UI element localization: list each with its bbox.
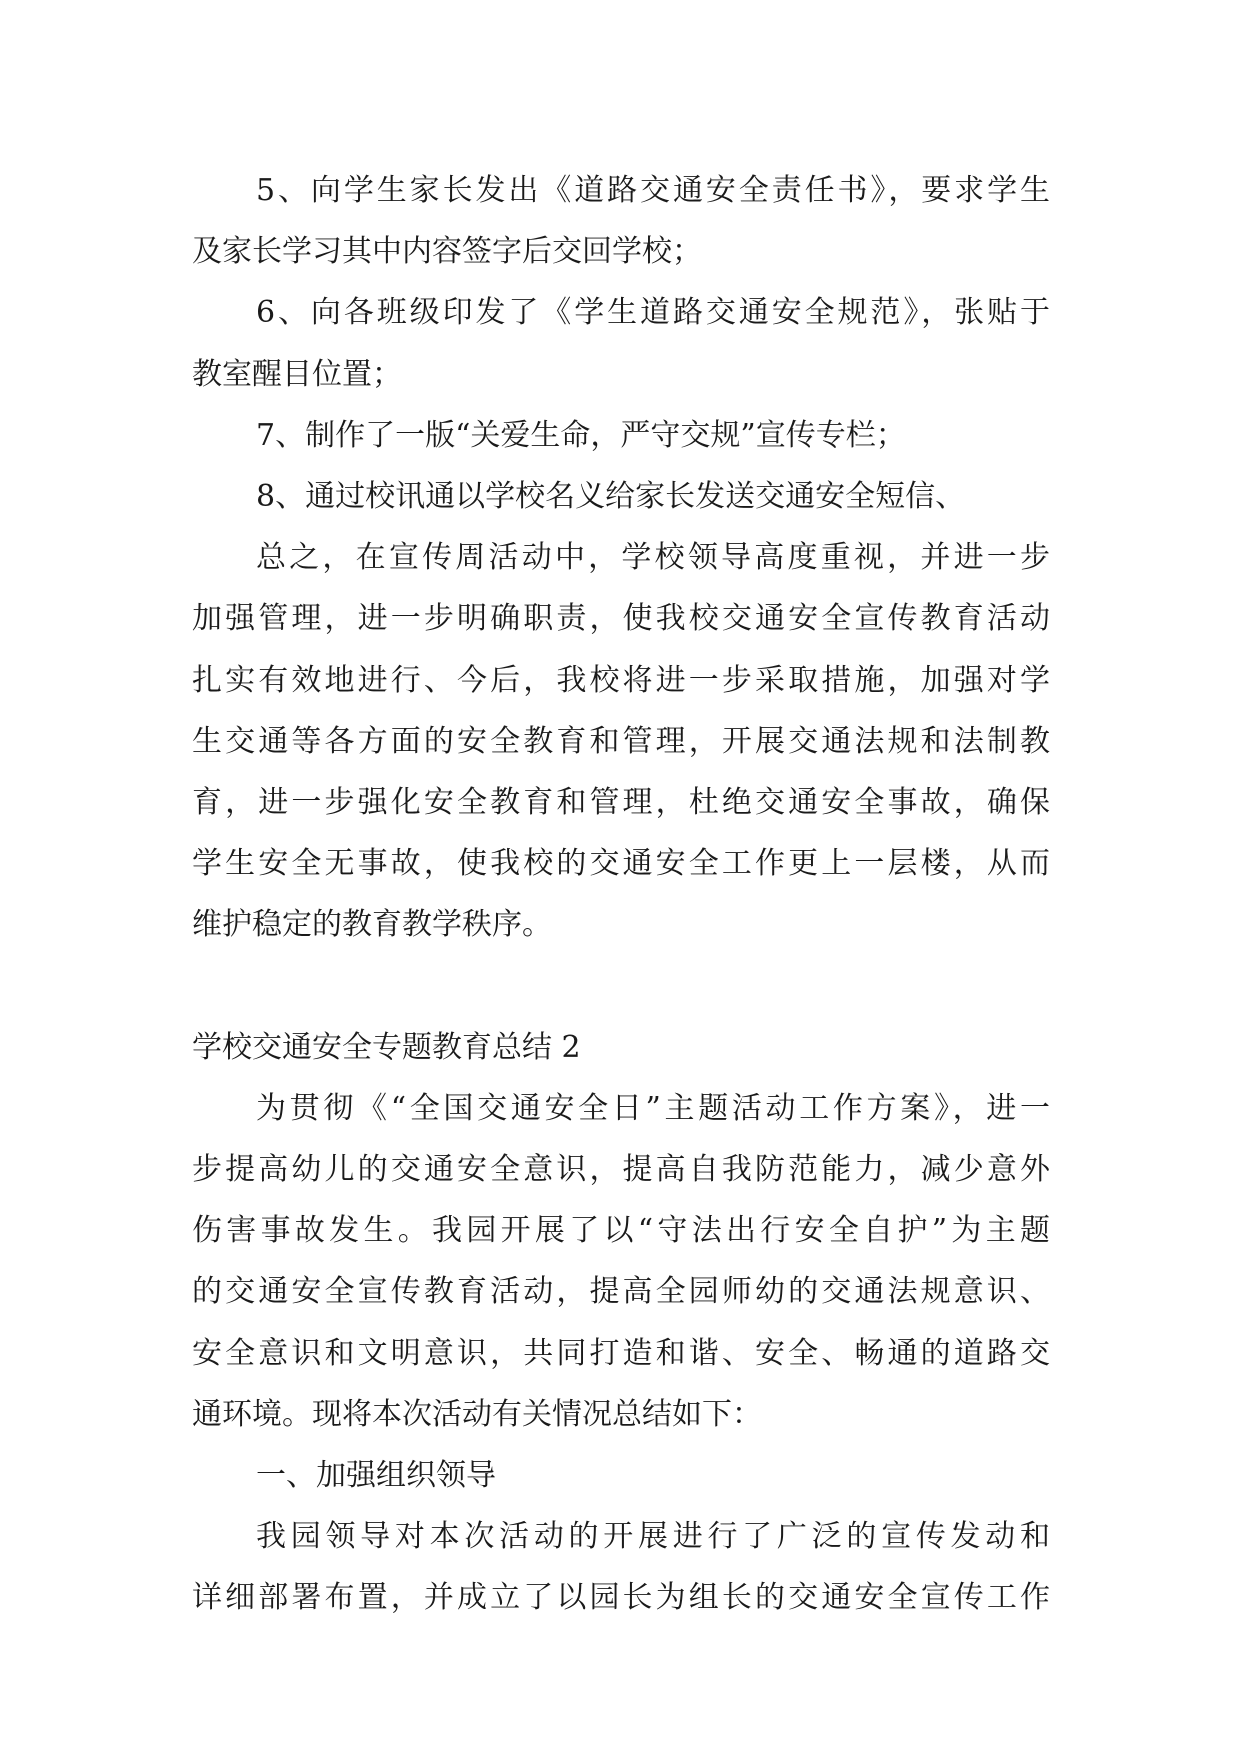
paragraph-line: 总之，在宣传周活动中，学校领导高度重视，并进一步 — [256, 540, 1050, 576]
paragraph-line: 6、向各班级印发了《学生道路交通安全规范》，张贴于 — [256, 295, 1050, 331]
paragraph-line: 扎实有效地进行、今后，我校将进一步采取措施，加强对学 — [192, 662, 1050, 698]
paragraph-line: 生交通等各方面的安全教育和管理，开展交通法规和法制教 — [192, 723, 1050, 759]
paragraph-line: 步提高幼儿的交通安全意识，提高自我防范能力，减少意外 — [192, 1152, 1050, 1187]
paragraph-line: 的交通安全宣传教育活动，提高全园师幼的交通法规意识、 — [192, 1274, 1050, 1310]
paragraph-line: 5、向学生家长发出《道路交通安全责任书》，要求学生 — [256, 173, 1050, 208]
paragraph-line: 教室醒目位置； — [192, 356, 402, 392]
paragraph-line: 伤害事故发生。我园开展了以“守法出行安全自护”为主题 — [192, 1213, 1050, 1249]
paragraph-line: 7、制作了一版“关爱生命，严守交规”宣传专栏； — [256, 417, 906, 453]
paragraph-line: 我园领导对本次活动的开展进行了广泛的宣传发动和 — [256, 1519, 1050, 1555]
document-body — [192, 160, 1050, 1629]
paragraph-line: 详细部署布置，并成立了以园长为组长的交通安全宣传工作 — [192, 1580, 1050, 1616]
subsection-heading: 一、加强组织领导 — [256, 1457, 496, 1493]
section-heading: 学校交通安全专题教育总结 2 — [192, 1029, 581, 1065]
section-spacer — [192, 955, 1050, 1016]
paragraph-line: 学生安全无事故，使我校的交通安全工作更上一层楼，从而 — [192, 846, 1050, 882]
paragraph-line: 安全意识和文明意识，共同打造和谐、安全、畅通的道路交 — [192, 1335, 1050, 1371]
paragraph-line: 通环境。现将本次活动有关情况总结如下： — [192, 1396, 762, 1432]
paragraph-line: 育，进一步强化安全教育和管理，杜绝交通安全事故，确保 — [192, 784, 1050, 820]
paragraph-line: 加强管理，进一步明确职责，使我校交通安全宣传教育活动 — [192, 601, 1050, 637]
paragraph-line: 及家长学习其中内容签字后交回学校； — [192, 234, 702, 270]
paragraph-line: 8、通过校讯通以学校名义给家长发送交通安全短信、 — [256, 478, 966, 514]
paragraph-line: 为贯彻《“全国交通安全日”主题活动工作方案》，进一 — [256, 1090, 1050, 1126]
paragraph-line: 维护稳定的教育教学秩序。 — [192, 907, 552, 943]
